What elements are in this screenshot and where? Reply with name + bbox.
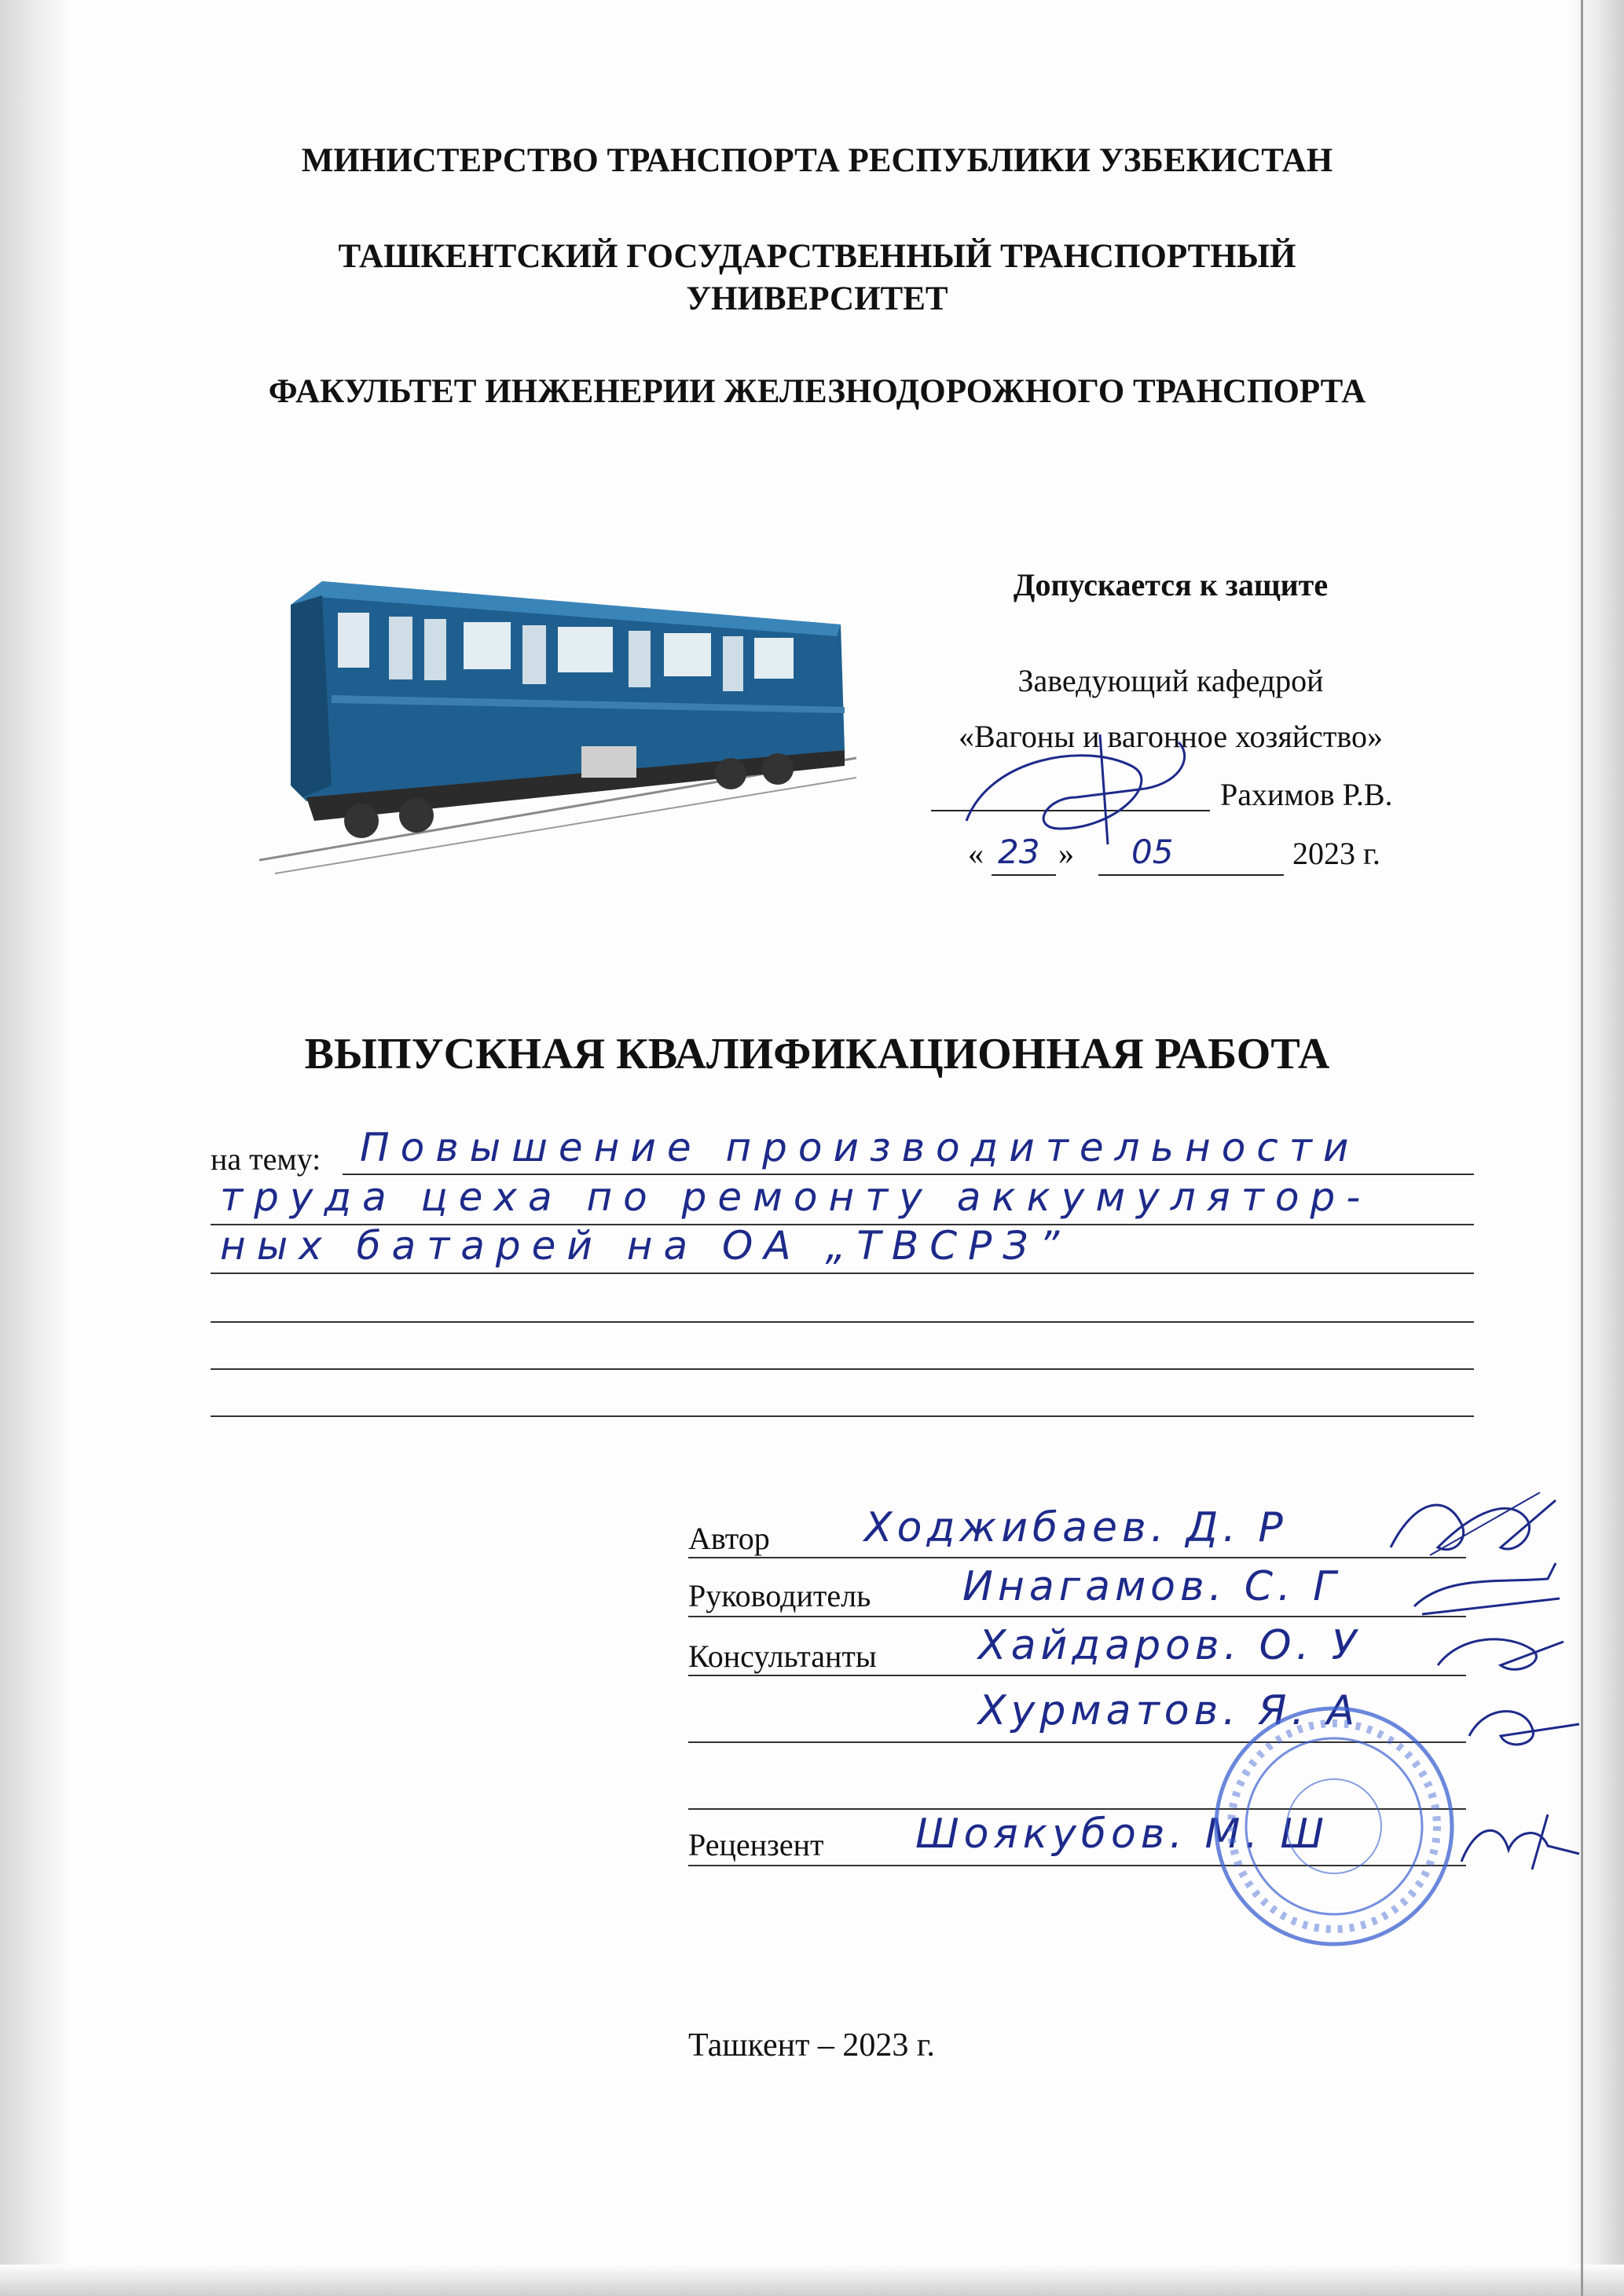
work-title: ВЫПУСКНАЯ КВАЛИФИКАЦИОННАЯ РАБОТА	[304, 1030, 1330, 1078]
topic-handwritten-line: ных батарей на ОА „ТВСРЗ”	[220, 1223, 1071, 1269]
approval-position: Заведующий кафедрой	[1017, 663, 1324, 698]
date-open-quote: «	[968, 836, 984, 871]
topic-line	[211, 1271, 1474, 1274]
consultants-label: Консультанты	[688, 1639, 877, 1674]
author-name: Ходжибаев. Д. Р	[864, 1504, 1288, 1551]
approval-department: «Вагоны и вагонное хозяйство»	[958, 719, 1384, 754]
topic-handwritten-line: труда цеха по ремонту аккумулятор-	[220, 1174, 1372, 1220]
supervisor-name: Инагамов. С. Г	[962, 1563, 1341, 1610]
date-month-line	[1098, 839, 1284, 876]
reviewer-label: Рецензент	[688, 1827, 824, 1862]
date-year: 2023 г.	[1292, 836, 1380, 871]
date-close-quote: »	[1058, 836, 1074, 871]
university-stamp	[1193, 1697, 1476, 1956]
topic-line	[211, 1367, 1474, 1370]
topic-line	[211, 1414, 1474, 1417]
metro-car-illustration	[259, 550, 856, 880]
supervisor-line	[688, 1614, 1466, 1617]
approval-head-name: Рахимов Р.В.	[1220, 777, 1393, 812]
topic-line	[211, 1320, 1474, 1323]
city-year: Ташкент – 2023 г.	[688, 2027, 935, 2063]
date-day-value: 23	[998, 833, 1040, 871]
consultant-1-name: Хайдаров. О. У	[978, 1622, 1362, 1669]
ministry-heading: МИНИСТЕРСТВО ТРАНСПОРТА РЕСПУБЛИКИ УЗБЕКИСТАН	[301, 142, 1333, 179]
author-line	[688, 1555, 1466, 1558]
date-month-value: 05	[1131, 833, 1174, 871]
topic-label: на тему:	[211, 1141, 321, 1177]
consultant-2-signature	[1461, 1697, 1587, 1760]
faculty-heading: ФАКУЛЬТЕТ ИНЖЕНЕРИИ ЖЕЛЕЗНОДОРОЖНОГО ТРАНСПОРТА	[268, 373, 1366, 410]
consultant-line	[688, 1673, 1466, 1676]
page-shadow-left	[0, 0, 71, 2296]
author-signature	[1383, 1477, 1564, 1571]
binding-edge	[1581, 0, 1583, 2296]
reviewer-signature	[1454, 1807, 1587, 1877]
consultant-1-signature	[1430, 1618, 1571, 1689]
reviewer-name: Шоякубов. М. Ш	[915, 1811, 1329, 1858]
supervisor-label: Руководитель	[688, 1578, 871, 1613]
approval-title: Допускается к защите	[1013, 567, 1329, 602]
consultant-2-name: Хурматов. Я. А	[978, 1687, 1360, 1734]
university-heading: ТАШКЕНТСКИЙ ГОСУДАРСТВЕННЫЙ ТРАНСПОРТНЫЙ УНИВЕРСИТЕТ	[338, 238, 1296, 317]
topic-handwritten-line: Повышение производительности	[360, 1125, 1360, 1170]
page-shadow-bottom	[0, 2265, 1624, 2296]
author-label: Автор	[688, 1521, 770, 1556]
page-shadow-right	[1569, 0, 1624, 2296]
